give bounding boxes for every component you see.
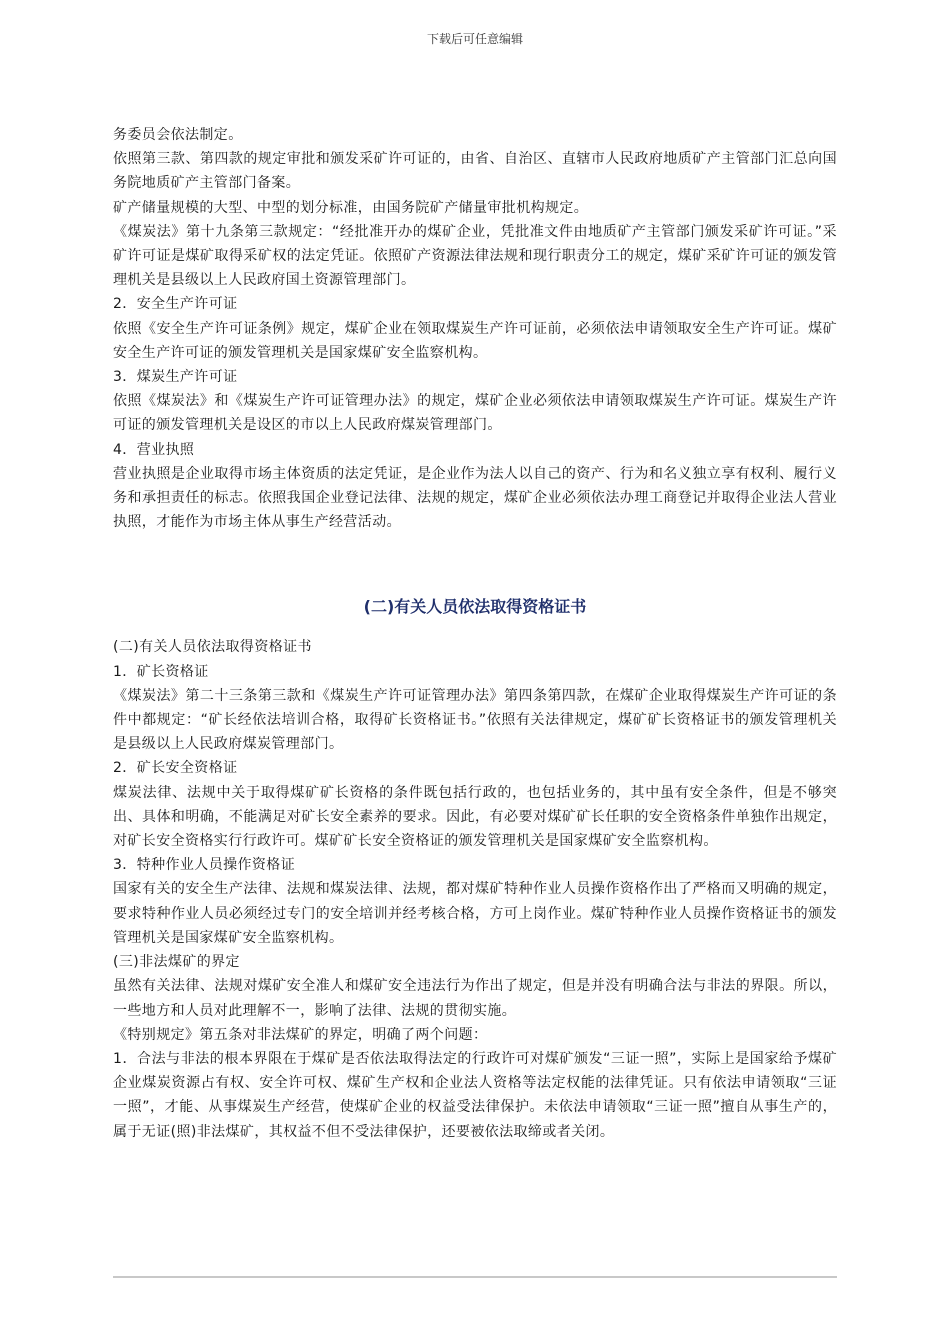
paragraph: 《特别规定》第五条对非法煤矿的界定，明确了两个问题： xyxy=(113,1026,488,1043)
paragraph: 依照《煤炭法》和《煤炭生产许可证管理办法》的规定，煤矿企业必须依法申请领取煤炭生产许可证。煤炭生产许可证的颁发管理机关是设区的市以上人民政府煤炭管理部门。 xyxy=(113,393,837,434)
subheading: 3．特种作业人员操作资格证 xyxy=(113,857,296,874)
section-title: (二)有关人员依法取得资格证书 xyxy=(363,597,587,617)
subheading: 2．安全生产许可证 xyxy=(113,296,238,313)
subheading: (二)有关人员依法取得资格证书 xyxy=(113,639,312,656)
paragraph: 矿产储量规模的大型、中型的划分标准，由国务院矿产储量审批机构规定。 xyxy=(113,199,589,216)
paragraph: 《煤炭法》第二十三条第三款和《煤炭生产许可证管理办法》第四条第四款，在煤矿企业取得煤炭生产许可证的条件中都规定：“矿长经依法培训合格，取得矿长资格证书。”依照有关法律规定，煤矿矿长资格证书的颁发管理机关是县级以上人民政府煤炭管理部门。 xyxy=(113,687,837,753)
footer-divider xyxy=(113,1276,837,1278)
subheading: 1．矿长资格证 xyxy=(113,663,209,680)
paragraph: 《煤炭法》第十九条第三款规定：“经批准开办的煤矿企业，凭批准文件由地质矿产主管部门颁发采矿许可证。”采矿许可证是煤矿取得采矿权的法定凭证。依照矿产资源法律法规和现行职责分工的规定，煤矿采矿许可证的颁发管理机关是县级以上人民政府国土资源管理部门。 xyxy=(113,223,837,289)
paragraph: 营业执照是企业取得市场主体资质的法定凭证，是企业作为法人以自己的资产、行为和名义独立享有权利、履行义务和承担责任的标志。依照我国企业登记法律、法规的规定，煤矿企业必须依法办理工商登记并取得企业法人营业执照，才能作为市场主体从事生产经营活动。 xyxy=(113,465,837,531)
paragraph: 煤炭法律、法规中关于取得煤矿矿长资格的条件既包括行政的，也包括业务的，其中虽有安全条件，但是不够突出、具体和明确，不能满足对矿长安全素养的要求。因此，有必要对煤矿矿长任职的安全资格条件单独作出规定，对矿长安全资格实行行政许可。煤矿矿长安全资格证的颁发管理机关是国家煤矿安全监察机构。 xyxy=(113,784,837,850)
subheading: 3．煤炭生产许可证 xyxy=(113,369,238,386)
paragraph: 依照第三款、第四款的规定审批和颁发采矿许可证的，由省、自治区、直辖市人民政府地质矿产主管部门汇总向国务院地质矿产主管部门备案。 xyxy=(113,151,837,192)
subheading: 2．矿长安全资格证 xyxy=(113,760,238,777)
paragraph: 依照《安全生产许可证条例》规定，煤矿企业在领取煤炭生产许可证前，必须依法申请领取安全生产许可证。煤矿安全生产许可证的颁发管理机关是国家煤矿安全监察机构。 xyxy=(113,320,837,361)
page-header: 下载后可任意编辑 xyxy=(426,32,523,46)
subheading: (三)非法煤矿的界定 xyxy=(113,954,240,971)
document-body xyxy=(113,123,837,1144)
paragraph: 务委员会依法制定。 xyxy=(113,127,243,143)
paragraph: 国家有关的安全生产法律、法规和煤炭法律、法规，都对煤矿特种作业人员操作资格作出了严格而又明确的规定，要求特种作业人员必须经过专门的安全培训并经考核合格，方可上岗作业。煤矿特种作业人员操作资格证书的颁发管理机关是国家煤矿安全监察机构。 xyxy=(113,881,837,946)
subheading: 4．营业执照 xyxy=(113,441,195,458)
paragraph: 1．合法与非法的根本界限在于煤矿是否依法取得法定的行政许可对煤矿颁发“三证一照”，实际上是国家给予煤矿企业煤炭资源占有权、安全许可权、煤矿生产权和企业法人资格等法定权能的法律凭证。只有依法申请领取“三证一照”，才能、从事煤炭生产经营，使煤矿企业的权益受法律保护。未依法申请领取“三证一照”擅自从事生产的，属于无证(照)非法煤矿，其权益不但不受法律保护，还要被依法取缔或者关闭。 xyxy=(113,1050,837,1140)
paragraph: 虽然有关法律、法规对煤矿安全准人和煤矿安全违法行为作出了规定，但是并没有明确合法与非法的界限。所以，一些地方和人员对此理解不一，影响了法律、法规的贯彻实施。 xyxy=(113,978,837,1019)
